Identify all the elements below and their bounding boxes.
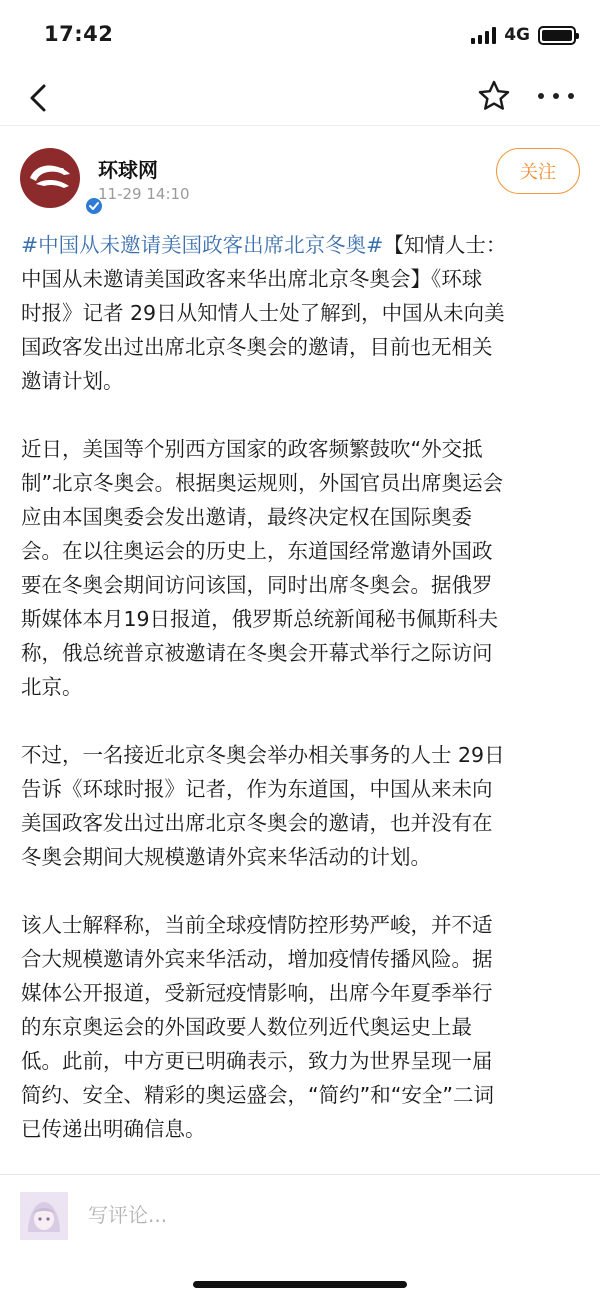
article-line: 不过，一名接近北京冬奥会举办相关事务的人士 29日 bbox=[21, 743, 505, 767]
status-time: 17:42 bbox=[44, 22, 114, 46]
user-avatar[interactable] bbox=[20, 1192, 68, 1240]
article-line: #中国从未邀请美国政客出席北京冬奥#【知情人士： bbox=[21, 233, 507, 257]
article-line: 北京。 bbox=[21, 675, 83, 699]
article-body bbox=[21, 228, 581, 1178]
article-paragraph-4 bbox=[21, 908, 581, 1146]
article-line: 近日，美国等个别西方国家的政客频繁鼓吹“外交抵 bbox=[21, 437, 483, 461]
author-name[interactable]: 环球网 bbox=[98, 158, 158, 182]
article-line: 要在冬奥会期间访问该国，同时出席冬奥会。据俄罗 bbox=[21, 573, 493, 597]
article-line: 合大规模邀请外宾来华活动，增加疫情传播风险。据 bbox=[21, 947, 493, 971]
chevron-left-icon bbox=[22, 80, 58, 116]
nav-bar bbox=[0, 70, 600, 126]
article-line: 媒体公开报道，受新冠疫情影响，出席今年夏季举行 bbox=[21, 981, 493, 1005]
article-line: 时报》记者 29日从知情人士处了解到，中国从未向美 bbox=[21, 301, 505, 325]
user-avatar-icon bbox=[20, 1192, 68, 1240]
article-line: 已传递出明确信息。 bbox=[21, 1117, 206, 1141]
comment-bar bbox=[0, 1174, 600, 1298]
article-paragraph-3 bbox=[21, 738, 581, 874]
article-line: 制”北京冬奥会。根据奥运规则，外国官员出席奥运会 bbox=[21, 471, 504, 495]
author-header bbox=[0, 140, 600, 216]
signal-icon bbox=[471, 26, 496, 44]
globe-logo-icon bbox=[20, 148, 80, 208]
article-line: 简约、安全、精彩的奥运盛会，“简约”和“安全”二词 bbox=[21, 1083, 494, 1107]
article-line: 中国从未邀请美国政客来华出席北京冬奥会】《环球 bbox=[21, 267, 483, 291]
article-line: 称，俄总统普京被邀请在冬奥会开幕式举行之际访问 bbox=[21, 641, 493, 665]
follow-button[interactable]: 关注 bbox=[496, 148, 580, 194]
article-line: 斯媒体本月19日报道，俄罗斯总统新闻秘书佩斯科夫 bbox=[21, 607, 499, 631]
author-avatar[interactable] bbox=[20, 148, 80, 208]
article-line: 该人士解释称，当前全球疫情防控形势严峻，并不适 bbox=[21, 913, 493, 937]
status-indicators bbox=[471, 24, 576, 46]
article-paragraph-2 bbox=[21, 432, 581, 704]
article-paragraph-1 bbox=[21, 228, 581, 398]
favorite-button[interactable] bbox=[476, 78, 512, 114]
more-button[interactable] bbox=[538, 90, 574, 102]
article-line: 应由本国奥委会发出邀请，最终决定权在国际奥委 bbox=[21, 505, 472, 529]
network-label: 4G bbox=[504, 25, 530, 45]
article-line: 的东京奥运会的外国政要人数位列近代奥运史上最 bbox=[21, 1015, 472, 1039]
article-line: 会。在以往奥运会的历史上，东道国经常邀请外国政 bbox=[21, 539, 493, 563]
status-bar bbox=[0, 0, 600, 70]
battery-icon bbox=[538, 26, 576, 45]
article-line: 告诉《环球时报》记者，作为东道国，中国从来未向 bbox=[21, 777, 493, 801]
post-time: 11-29 14:10 bbox=[98, 185, 190, 203]
article-line: 低。此前，中方更已明确表示，致力为世界呈现一届 bbox=[21, 1049, 493, 1073]
star-outline-icon bbox=[476, 78, 512, 114]
article-line: 国政客发出过出席北京冬奥会的邀请，目前也无相关 bbox=[21, 335, 493, 359]
back-button[interactable] bbox=[22, 80, 58, 116]
article-line: 美国政客发出过出席北京冬奥会的邀请，也并没有在 bbox=[21, 811, 493, 835]
comment-input[interactable]: 写评论... bbox=[88, 1203, 168, 1227]
home-indicator bbox=[193, 1281, 407, 1288]
article-line: 邀请计划。 bbox=[21, 369, 124, 393]
article-line: 冬奥会期间大规模邀请外宾来华活动的计划。 bbox=[21, 845, 431, 869]
hashtag-link[interactable]: #中国从未邀请美国政客出席北京冬奥# bbox=[21, 233, 384, 257]
bottom-fade bbox=[0, 1150, 600, 1174]
